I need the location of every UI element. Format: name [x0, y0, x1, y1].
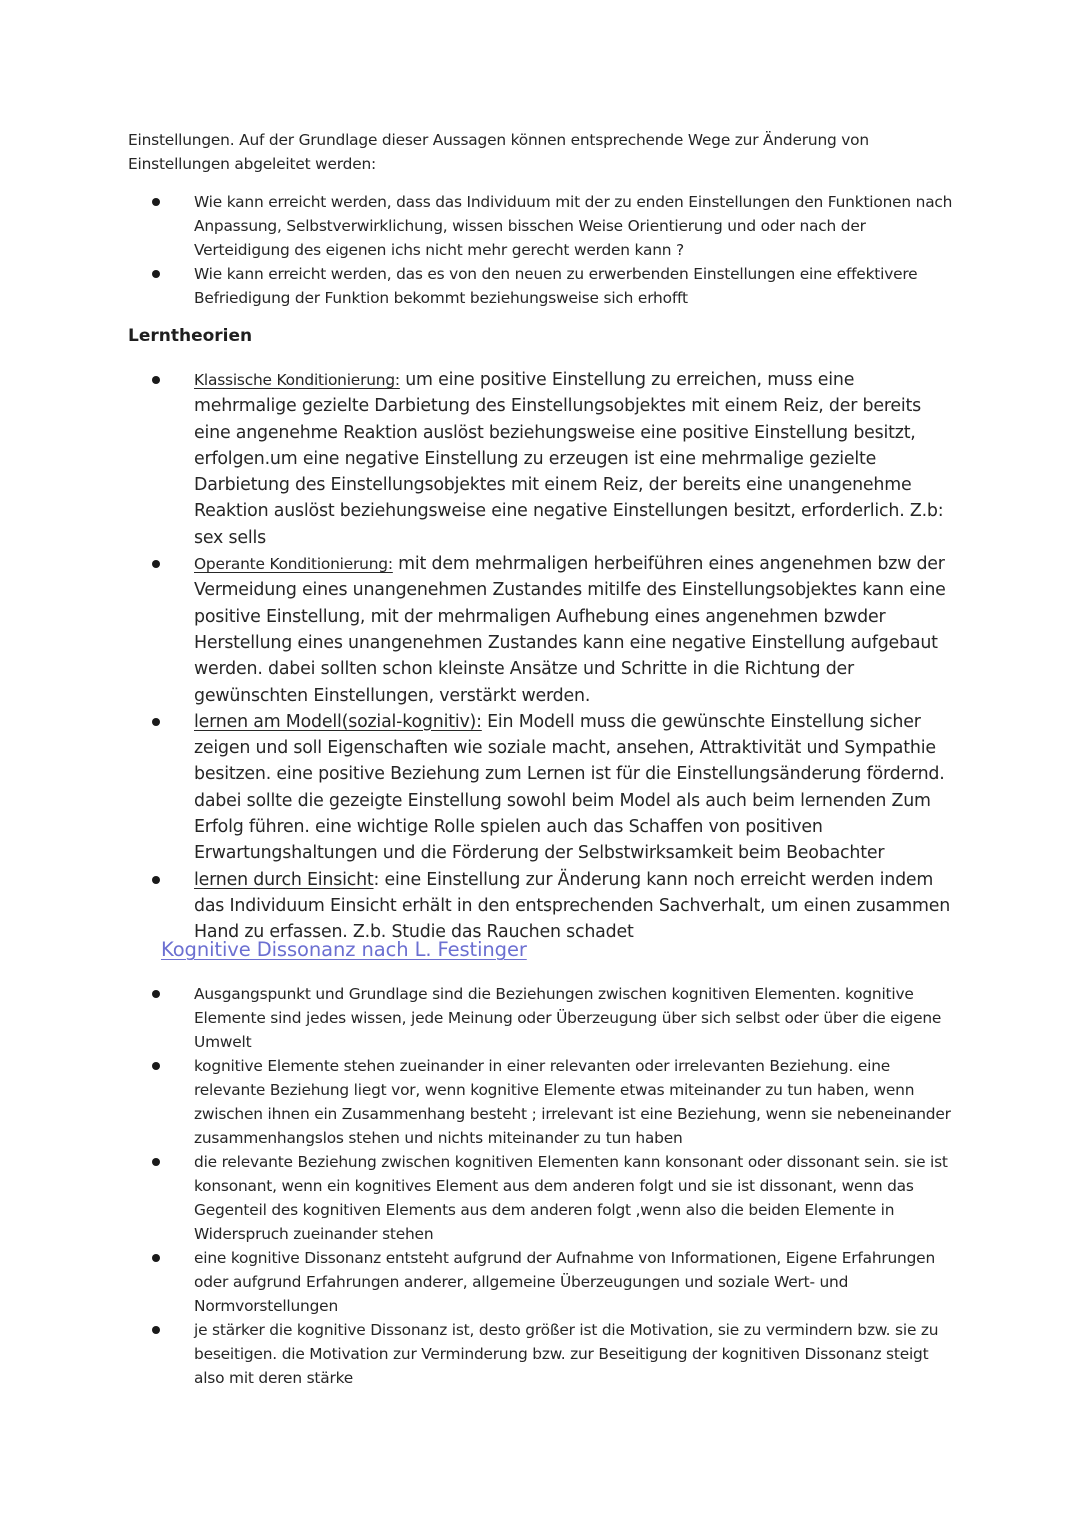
list-item-text: [194, 551, 954, 709]
list-item-text: eine kognitive Dissonanz entsteht aufgrund der Aufnahme von Informationen, Eigene Erfahrungen oder aufgrund Erfahrungen anderer, allgemeine Überzeugungen und soziale Wert- und Normvorstellungen: [194, 1249, 936, 1315]
bullet-icon: [152, 376, 160, 384]
list-item-text: [194, 867, 954, 946]
list-item-text: Wie kann erreicht werden, dass das Individuum mit der zu enden Einstellungen den Funktionen nach Anpassung, Selbstverwirklichung, wissen bisschen Weise Orientierung und oder nach der Verteidigung des eigenen ichs nicht mehr gerecht werden kann ?: [194, 193, 953, 259]
list-item: [0, 1150, 1080, 1246]
list-item: [0, 709, 1080, 867]
list-item-text: Ausgangspunkt und Grundlage sind die Beziehungen zwischen kognitiven Elementen. kognitive Elemente sind jedes wissen, jede Meinung oder Überzeugung über sich selbst oder über die eigene Umwelt: [194, 985, 942, 1051]
term-label: Operante Konditionierung:: [194, 555, 393, 574]
term-description: Ein Modell muss die gewünschte Einstellung sicher zeigen und soll Eigenschaften wie soziale macht, ansehen, Attraktivität und Sympathie besitzen. eine positive Beziehung zum Lernen ist für die Einstellungsänderung fördernd. dabei sollte die gezeigte Einstellung sowohl beim Model als auch beim lernenden Zum Erfolg führen. eine wichtige Rolle spielen auch das Schaffen von positiven Erwartungshaltungen und die Förderung der Selbstwirksamkeit beim Beobachter: [194, 711, 945, 864]
list-item: [0, 982, 1080, 1054]
list-item-text: Wie kann erreicht werden, das es von den neuen zu erwerbenden Einstellungen eine effektivere Befriedigung der Funktion bekommt beziehungsweise sich erhofft: [194, 265, 918, 307]
bullet-icon: [152, 1326, 160, 1334]
bullet-icon: [152, 198, 160, 206]
bullet-icon: [152, 990, 160, 998]
bullet-icon: [152, 1254, 160, 1262]
list-item: [0, 1054, 1080, 1150]
intro-line-1: Einstellungen. Auf der Grundlage dieser Aussagen können entsprechende Wege zur Änderung von: [128, 131, 869, 149]
bullet-icon: [152, 1158, 160, 1166]
term-label: lernen am Modell(sozial-kognitiv):: [194, 711, 482, 732]
bullet-icon: [152, 718, 160, 726]
list-item: [0, 190, 1080, 262]
bullet-icon: [152, 270, 160, 278]
intro-line-2: Einstellungen abgeleitet werden:: [128, 155, 377, 173]
list-item-text: kognitive Elemente stehen zueinander in einer relevanten oder irrelevanten Beziehung. eine relevante Beziehung liegt vor, wenn kognitive Elemente etwas miteinander zu tun haben, wenn zwischen ihnen ein Zusammenhang besteht ; irrelevant ist eine Beziehung, wenn sie nebeneinander zusammenhangslos stehen und nichts miteinander zu tun haben: [194, 1057, 951, 1147]
list-item: [0, 262, 1080, 310]
intro-paragraph: [128, 128, 948, 176]
term-description: um eine positive Einstellung zu erreichen, muss eine mehrmalige gezielte Darbietung des Einstellungsobjektes mit einem Reiz, der bereits eine angenehme Reaktion auslöst beziehungsweise eine positive Einstellung besitzt, erfolgen.um eine negative Einstellung zu erzeugen ist eine mehrmalige gezielte Darbietung des Einstellungsobjektes mit einem Reiz, der bereits eine unangenehme Reaktion auslöst beziehungsweise eine negative Einstellungen besitzt, erforderlich. Z.b: sex sells: [194, 370, 944, 548]
section-heading-lerntheorien: Lerntheorien: [128, 326, 253, 346]
dissonance-list: [0, 982, 1080, 1390]
term-label: lernen durch Einsicht: [194, 869, 374, 890]
section-heading-link-dissonanz[interactable]: Kognitive Dissonanz nach L. Festinger: [161, 938, 527, 961]
list-item: [0, 367, 1080, 551]
term-description: mit dem mehrmaligen herbeiführen eines angenehmen bzw der Vermeidung eines unangenehmen Zustandes mitilfe des Einstellungsobjektes kann eine positive Einstellung, mit der mehrmaligen Aufhebung eines angenehmen bzwder Herstellung eines unangenehmen Zustandes kann eine negative Einstellung aufgebaut werden. dabei sollten schon kleinste Ansätze und Schritte in die Richtung der gewünschten Einstellungen, verstärkt werden.: [194, 554, 946, 706]
list-item-text: [194, 709, 954, 867]
bullet-icon: [152, 1062, 160, 1070]
term-label: Klassische Konditionierung:: [194, 371, 400, 389]
learning-theories-list: [0, 367, 1080, 946]
list-item: [0, 551, 1080, 709]
list-item: [0, 1246, 1080, 1318]
list-item: [0, 867, 1080, 946]
list-item-text: je stärker die kognitive Dissonanz ist, desto größer ist die Motivation, sie zu vermindern bzw. sie zu beseitigen. die Motivation zur Verminderung bzw. zur Beseitigung der kognitiven Dissonanz steigt also mit deren stärke: [194, 1321, 939, 1387]
functional-list: [0, 190, 1080, 310]
list-item: [0, 1318, 1080, 1390]
term-description: : eine Einstellung zur Änderung kann noch erreicht werden indem das Individuum Einsicht erhält in den entsprechenden Sachverhalt, um einen zusammen Hand zu erfassen. Z.b. Studie das Rauchen schadet: [194, 869, 951, 943]
bullet-icon: [152, 560, 160, 568]
list-item-text: die relevante Beziehung zwischen kognitiven Elementen kann konsonant oder dissonant sein. sie ist konsonant, wenn ein kognitives Element aus dem anderen folgt und sie ist dissonant, wenn das Gegenteil des kognitiven Elements aus dem anderen folgt ,wenn also die beiden Elemente in Widerspruch zueinander stehen: [194, 1153, 948, 1243]
bullet-icon: [152, 876, 160, 884]
list-item-text: [194, 367, 954, 551]
